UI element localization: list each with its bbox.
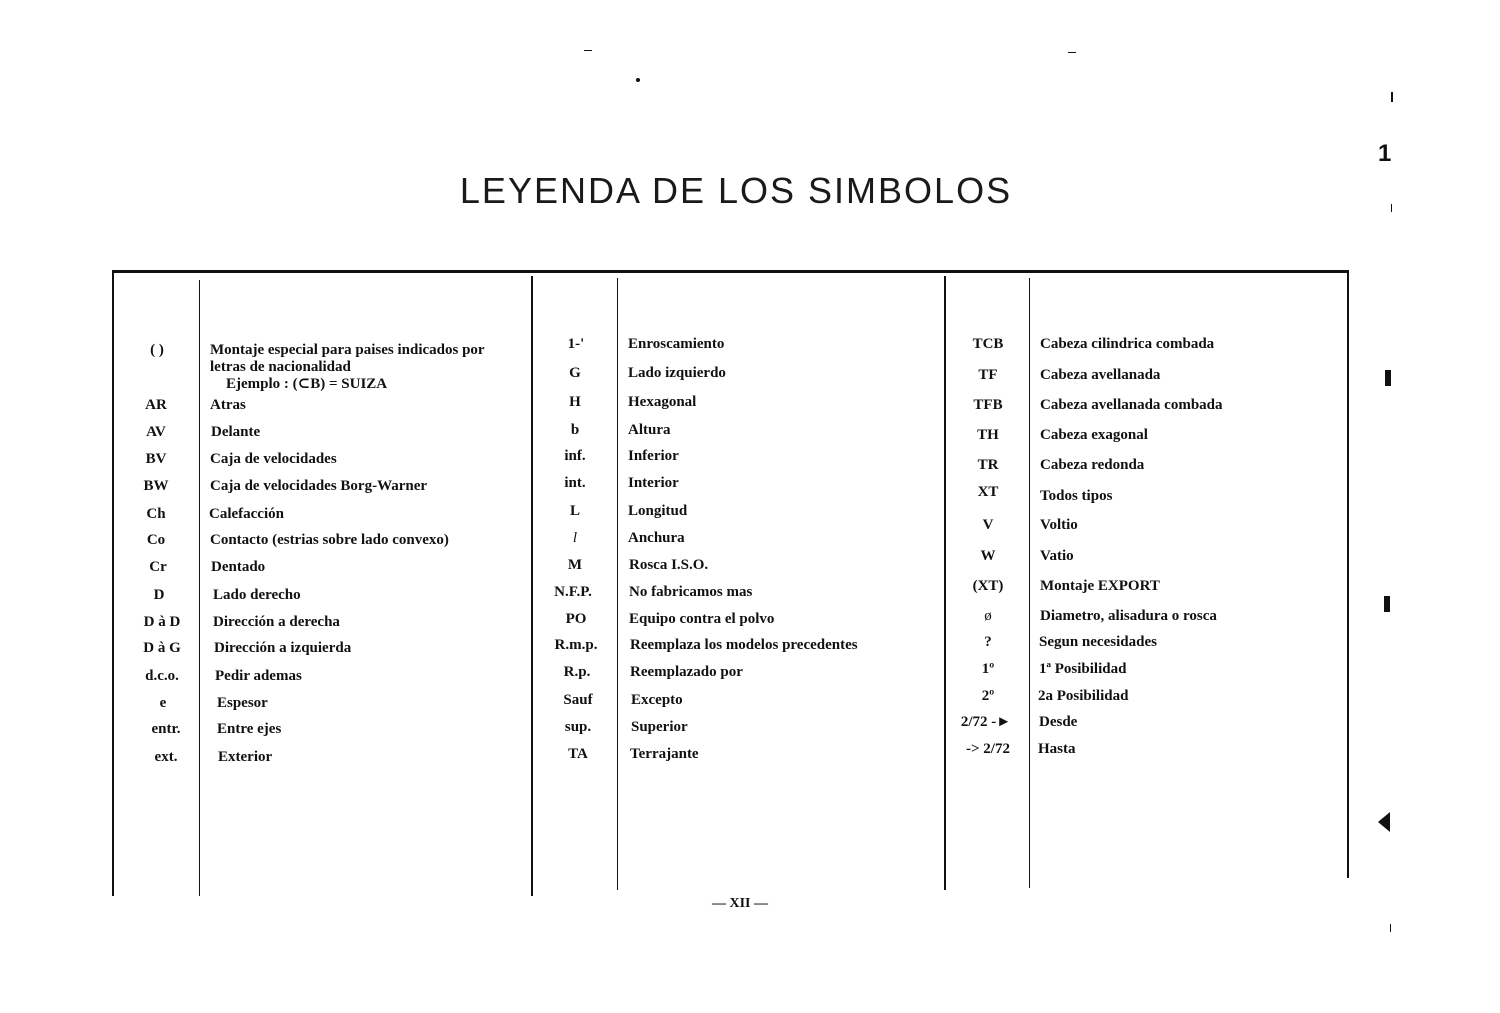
- legend-description: Cabeza exagonal: [1040, 427, 1148, 443]
- legend-symbol: d.c.o.: [145, 668, 179, 684]
- description-line: Montaje especial para paises indicados por: [210, 342, 485, 358]
- legend-description: Cabeza cilindrica combada: [1040, 336, 1215, 352]
- legend-description: Inferior: [628, 448, 679, 464]
- legend-description: Diametro, alisadura o rosca: [1040, 608, 1217, 624]
- legend-symbol: l: [572, 530, 578, 546]
- legend-symbol: int.: [564, 475, 586, 491]
- page-title: LEYENDA DE LOS SIMBOLOS: [459, 170, 1013, 211]
- edge-marker: [1385, 370, 1391, 386]
- legend-description: Superior: [631, 719, 688, 735]
- legend-symbol: (XT): [972, 578, 1004, 594]
- legend-description: Desde: [1039, 714, 1078, 730]
- legend-description: Enroscamiento: [628, 336, 725, 352]
- legend-description: Reemplaza los modelos precedentes: [630, 637, 858, 653]
- legend-description: Reemplazado por: [630, 664, 743, 680]
- legend-symbol: entr.: [151, 721, 181, 737]
- legend-description: Cabeza redonda: [1040, 457, 1145, 473]
- legend-description: Terrajante: [630, 746, 699, 762]
- legend-description: Segun necesidades: [1039, 634, 1157, 650]
- legend-symbol: 1º: [981, 661, 995, 677]
- legend-symbol: D: [153, 587, 165, 603]
- legend-description: Hasta: [1038, 741, 1076, 757]
- legend-symbol: TCB: [972, 336, 1004, 352]
- legend-description: Exterior: [218, 749, 273, 765]
- legend-symbol: Ch: [146, 506, 166, 522]
- legend-symbol: BW: [143, 478, 169, 494]
- legend-symbol: AR: [145, 397, 167, 413]
- edge-marker: [1384, 596, 1390, 612]
- legend-symbol: 2/72 -►: [960, 714, 1012, 730]
- legend-description: Dirección a derecha: [213, 614, 340, 630]
- legend-description: Excepto: [631, 692, 683, 708]
- legend-description: Contacto (estrias sobre lado convexo): [210, 532, 449, 548]
- legend-column-2: [532, 0, 944, 1013]
- legend-description: Vatio: [1040, 548, 1074, 564]
- legend-symbol: b: [570, 422, 580, 438]
- legend-description: Voltio: [1040, 517, 1078, 533]
- legend-symbol: Co: [146, 532, 166, 548]
- legend-symbol: D à G: [143, 640, 181, 656]
- legend-description: Longitud: [628, 503, 688, 519]
- legend-description: 1ª Posibilidad: [1039, 661, 1127, 677]
- legend-symbol: Sauf: [563, 692, 593, 708]
- legend-symbol: H: [569, 394, 581, 410]
- legend-symbol: ( ): [150, 342, 164, 358]
- legend-symbol: TR: [977, 457, 999, 473]
- description-line: letras de nacionalidad: [210, 359, 351, 375]
- legend-description: Caja de velocidades Borg-Warner: [210, 478, 428, 494]
- legend-symbol: ext.: [154, 749, 178, 765]
- legend-symbol: D à D: [143, 614, 181, 630]
- legend-symbol: TA: [568, 746, 588, 762]
- legend-column-1: [112, 0, 532, 1013]
- legend-description: No fabricamos mas: [629, 584, 753, 600]
- legend-description: Anchura: [628, 530, 685, 546]
- legend-description: Dentado: [211, 559, 266, 575]
- legend-symbol: W: [980, 548, 996, 564]
- legend-symbol: BV: [145, 451, 167, 467]
- legend-description: Entre ejes: [217, 721, 282, 737]
- legend-symbol: Cr: [149, 559, 167, 575]
- legend-column-3: [944, 0, 1348, 1013]
- section-tab-number: 1: [1378, 140, 1392, 167]
- edge-tick: [1390, 924, 1391, 932]
- legend-description: Cabeza avellanada: [1040, 367, 1161, 383]
- legend-symbol: e: [159, 695, 167, 711]
- description-example: Ejemplo : (⊂B) = SUIZA: [226, 376, 388, 392]
- legend-description: Hexagonal: [628, 394, 697, 410]
- legend-description: Atras: [210, 397, 246, 413]
- legend-description: Lado derecho: [213, 587, 301, 603]
- legend-description: Lado izquierdo: [628, 365, 726, 381]
- legend-symbol: TFB: [973, 397, 1003, 413]
- legend-symbol: M: [567, 557, 583, 573]
- edge-arrow-icon: [1378, 812, 1390, 832]
- legend-symbol: N.F.P.: [554, 584, 592, 600]
- edge-tick: [1391, 204, 1392, 212]
- legend-description: Caja de velocidades: [210, 451, 337, 467]
- legend-description: Altura: [628, 422, 671, 438]
- legend-symbol: TH: [977, 427, 999, 443]
- legend-symbol: AV: [146, 424, 166, 440]
- legend-description: Cabeza avellanada combada: [1040, 397, 1223, 413]
- legend-symbol: inf.: [564, 448, 586, 464]
- page-number: — XII —: [711, 896, 768, 911]
- legend-symbol: G: [569, 365, 581, 381]
- legend-description: Delante: [211, 424, 261, 440]
- legend-symbol: R.m.p.: [554, 637, 598, 653]
- legend-symbol: 2º: [981, 688, 995, 704]
- legend-description: Montaje EXPORT: [1040, 578, 1160, 594]
- legend-description: Pedir ademas: [215, 668, 302, 684]
- legend-symbol: -> 2/72: [966, 741, 1010, 757]
- legend-description: Dirección a izquierda: [214, 640, 352, 656]
- legend-symbol: L: [569, 503, 580, 519]
- legend-symbol: sup.: [564, 719, 592, 735]
- legend-description: Calefacción: [209, 506, 284, 522]
- legend-symbol: 1-': [567, 336, 585, 352]
- legend-symbol: V: [982, 517, 994, 533]
- legend-description: Todos tipos: [1040, 488, 1113, 504]
- legend-description: Espesor: [217, 695, 268, 711]
- legend-description: 2a Posibilidad: [1038, 688, 1129, 704]
- edge-tick: [1391, 92, 1393, 102]
- legend-symbol: PO: [565, 611, 587, 627]
- legend-symbol: XT: [977, 484, 999, 500]
- legend-symbol: ø: [984, 608, 992, 624]
- legend-symbol: TF: [978, 367, 998, 383]
- legend-symbol: ?: [984, 634, 992, 650]
- legend-description: Equipo contra el polvo: [629, 611, 775, 627]
- legend-description: Rosca I.S.O.: [629, 557, 709, 573]
- legend-symbol: R.p.: [563, 664, 591, 680]
- legend-description: [210, 342, 510, 393]
- legend-description: Interior: [628, 475, 679, 491]
